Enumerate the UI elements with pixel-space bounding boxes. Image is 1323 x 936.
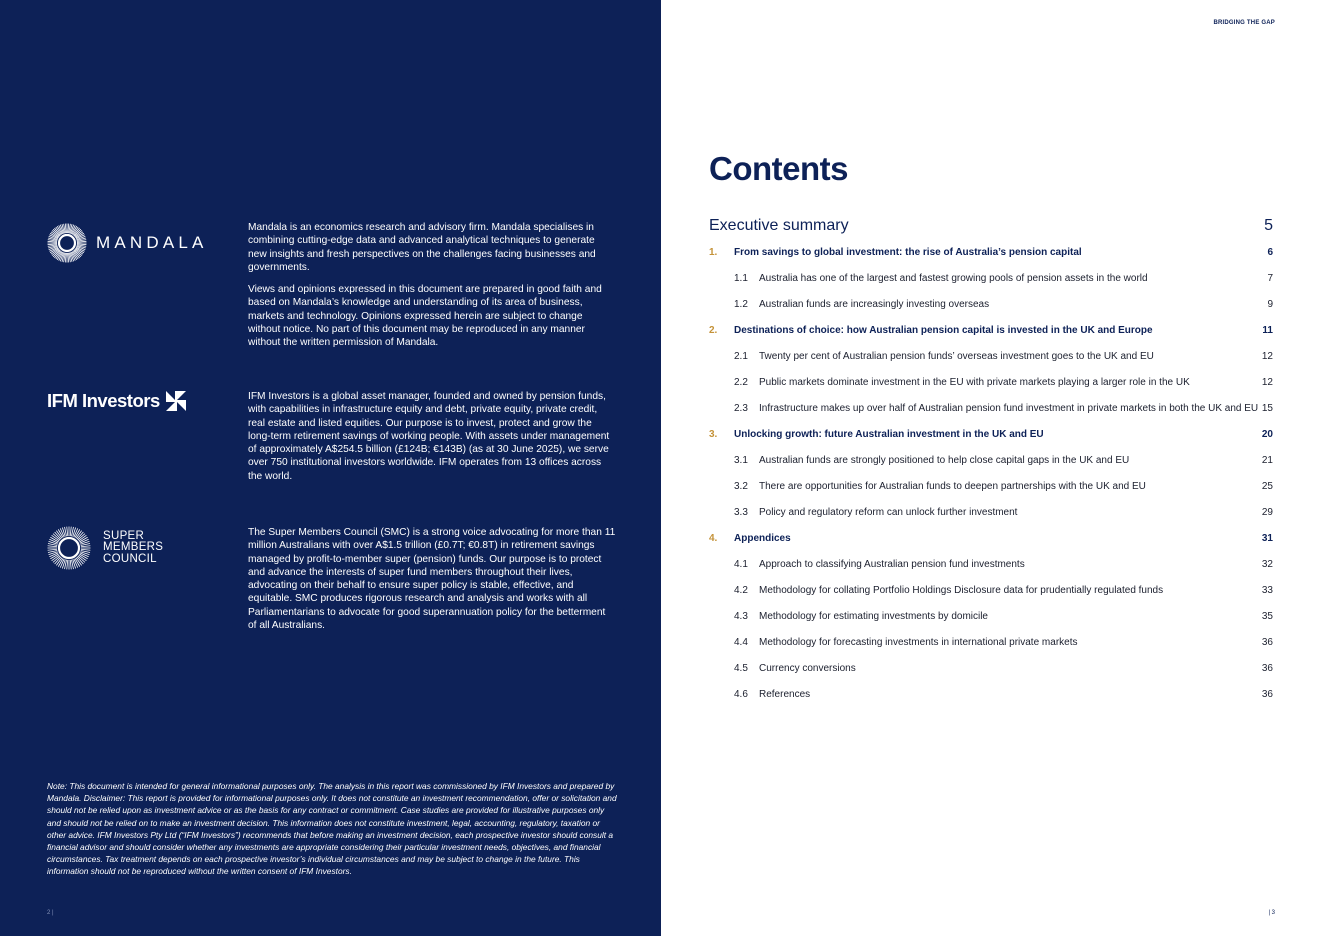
smc-wordmark-line-2: MEMBERS	[103, 541, 164, 554]
toc-entry-title[interactable]: There are opportunities for Australian funds to deepen partnerships with the UK and EU	[759, 480, 1146, 492]
toc-entry-title[interactable]: Approach to classifying Australian pension fund investments	[759, 558, 1025, 570]
toc-entry-title[interactable]: References	[759, 688, 811, 700]
ifm-logo	[47, 390, 186, 412]
toc-entry-title[interactable]: Destinations of choice: how Australian pension capital is invested in the UK and Europe	[734, 324, 1153, 336]
toc-entry-page: 11	[1262, 324, 1273, 336]
toc-entry-number: 1.1	[734, 272, 748, 284]
toc-entry-number: 4.5	[734, 662, 748, 674]
toc-entry-number: 4.2	[734, 584, 748, 596]
mandala-wordmark: MANDALA	[96, 233, 208, 252]
mandala-paragraph-1: Mandala is an economics research and advisory firm. Mandala specialises in combining cutting-edge data and advanced analytical techniques to generate new insights and fresh perspectives on the challenges facing businesses and governments.	[248, 222, 596, 273]
toc-entry-number: 3.	[709, 428, 718, 440]
ifm-logo-icon	[166, 391, 186, 411]
toc-entry-number: 2.	[709, 324, 718, 336]
smc-paragraph: The Super Members Council (SMC) is a strong voice advocating for more than 11 million Australians with over A$1.5 trillion (£0.7T; €0.8T) in retirement savings managed by profit-to-member super (pension) funds. Our purpose is to protect and advance the interests of super fund members throughout their lives, advocating on their behalf to ensure super policy is stable, effective, and equitable. SMC produces rigorous research and analysis and works with all Parliamentarians to advocate for good superannuation policy for the betterment of all Australians.	[248, 527, 616, 632]
toc-subsection-row[interactable]	[709, 291, 1275, 317]
toc-executive-summary-row[interactable]	[709, 213, 1275, 239]
toc-section-row[interactable]	[709, 317, 1275, 343]
toc-section-row[interactable]	[709, 239, 1275, 265]
toc-entry-title[interactable]: Unlocking growth: future Australian investment in the UK and EU	[734, 428, 1044, 440]
toc-entry-title[interactable]: Methodology for estimating investments by domicile	[759, 610, 988, 622]
toc-entry-number: 2.3	[734, 402, 748, 414]
toc-entry-title[interactable]: Appendices	[734, 532, 791, 544]
mandala-description	[248, 221, 616, 350]
toc-entry-page: 21	[1261, 454, 1273, 466]
toc-entry-number: 3.1	[734, 454, 748, 466]
toc-entry-page: 36	[1261, 688, 1273, 700]
toc-subsection-row[interactable]	[709, 499, 1275, 525]
smc-logo	[47, 526, 163, 570]
ifm-paragraph: IFM Investors is a global asset manager, founded and owned by pension funds, with capabilities in infrastructure equity and debt, private equity, private credit, real estate and listed equities. Our purpose is to invest, protect and grow the long-term retirement savings of working people. With assets under management of approximately A$254.5 billion (£124B; €143B) (as at 30 June 2025), we serve over 750 institutional investors worldwide. IFM operates from 13 offices across the world.	[248, 391, 610, 482]
running-header: BRIDGING THE GAP	[1213, 20, 1275, 26]
toc-entry-number: 1.2	[734, 298, 748, 310]
toc-subsection-row[interactable]	[709, 551, 1275, 577]
toc-entry-title[interactable]: Methodology for collating Portfolio Holdings Disclosure data for prudentially regulated funds	[759, 584, 1164, 596]
toc-entry-page: 15	[1261, 402, 1273, 414]
ifm-wordmark: IFM Investors	[47, 390, 160, 411]
toc-entry-title[interactable]: Methodology for forecasting investments in international private markets	[759, 636, 1078, 648]
toc-entry-page: 12	[1261, 350, 1273, 362]
toc-entry-page: 9	[1267, 298, 1273, 310]
smc-section	[0, 526, 661, 636]
toc-entry-page: 7	[1267, 272, 1273, 284]
smc-description	[248, 526, 616, 632]
toc-entry-page: 25	[1261, 480, 1273, 492]
mandala-sunburst-icon	[47, 223, 87, 263]
toc-entry-number: 4.	[709, 532, 718, 544]
toc-subsection-row[interactable]	[709, 603, 1275, 629]
mandala-logo	[47, 223, 208, 263]
toc-subsection-row[interactable]	[709, 473, 1275, 499]
toc-entry-number: 4.6	[734, 688, 748, 700]
right-page	[661, 0, 1323, 936]
smc-wordmark-line-1: SUPER	[103, 529, 145, 542]
toc-entry-page: 6	[1267, 246, 1273, 258]
toc-entry-page: 36	[1261, 636, 1273, 648]
toc-entry-page: 31	[1261, 532, 1273, 544]
disclaimer-note: Note: This document is intended for general informational purposes only. The analysis in this report was commissioned by IFM Investors and prepared by Mandala. Disclaimer: This report is provided for informational purposes only. It does not constitute an investment recommendation, offer or solicitation and should not be relied upon as investment advice or as the basis for any contract or commitment. Case studies are provided for illustrative purposes only and should not be relied on to make an investment decision. This information does not constitute investment, legal, accounting, regulatory, taxation or other advice. IFM Investors Pty Ltd (“IFM Investors”) recommends that before making an investment decision, each prospective investor should consult a financial advisor and should consider whether any investments are appropriate considering their particular investment needs, objectives, and financial circumstances. Tax treatment depends on each prospective investor’s individual circumstances and may be subject to change in the future. This information should not be reproduced without the written consent of IFM Investors.	[47, 781, 617, 877]
toc-subsection-row[interactable]	[709, 577, 1275, 603]
toc-entry-number: 3.2	[734, 480, 748, 492]
toc-entry-page: 5	[1264, 217, 1273, 234]
toc-entry-title[interactable]: Twenty per cent of Australian pension funds’ overseas investment goes to the UK and EU	[759, 350, 1154, 362]
ifm-section	[0, 390, 661, 490]
toc-entry-number: 4.3	[734, 610, 748, 622]
toc-entry-title[interactable]: Australia has one of the largest and fastest growing pools of pension assets in the world	[759, 272, 1148, 284]
toc-section-row[interactable]	[709, 525, 1275, 551]
left-page	[0, 0, 661, 936]
toc-entry-number: 3.3	[734, 506, 748, 518]
smc-sunburst-icon	[47, 526, 91, 570]
toc-entry-title[interactable]: Policy and regulatory reform can unlock further investment	[759, 506, 1018, 518]
toc-entry-page: 36	[1261, 662, 1273, 674]
toc-entry-page: 35	[1261, 610, 1273, 622]
toc-entry-title[interactable]: Currency conversions	[759, 662, 856, 674]
right-page-number: | 3	[1268, 910, 1275, 916]
toc-entry-number: 2.1	[734, 350, 748, 362]
toc-entry-number: 1.	[709, 246, 718, 258]
page-title: Contents	[709, 150, 848, 187]
toc-section-row[interactable]	[709, 421, 1275, 447]
left-page-number: 2 |	[47, 910, 54, 916]
table-of-contents	[709, 213, 1275, 707]
toc-entry-page: 12	[1261, 376, 1273, 388]
toc-subsection-row[interactable]	[709, 369, 1275, 395]
smc-wordmark-line-3: COUNCIL	[103, 552, 157, 565]
toc-entry-number: 4.4	[734, 636, 748, 648]
toc-subsection-row[interactable]	[709, 343, 1275, 369]
toc-entry-page: 29	[1261, 506, 1273, 518]
toc-subsection-row[interactable]	[709, 681, 1275, 707]
toc-entry-page: 33	[1261, 584, 1273, 596]
toc-entry-number: 4.1	[734, 558, 748, 570]
toc-subsection-row[interactable]	[709, 395, 1275, 421]
mandala-section	[0, 221, 661, 361]
mandala-paragraph-2: Views and opinions expressed in this document are prepared in good faith and based on Mandala’s knowledge and understanding of its area of business, markets and technology. Opinions expressed herein are subject to change without notice. No part of this document may be reproduced in any manner without the written permission of Mandala.	[248, 284, 602, 349]
ifm-description	[248, 390, 616, 483]
toc-entry-page: 20	[1261, 428, 1273, 440]
toc-subsection-row[interactable]	[709, 629, 1275, 655]
toc-entry-title[interactable]: Australian funds are strongly positioned to help close capital gaps in the UK and EU	[759, 454, 1130, 466]
toc-subsection-row[interactable]	[709, 655, 1275, 681]
smc-wordmark	[103, 531, 163, 566]
toc-entry-title[interactable]: From savings to global investment: the rise of Australia’s pension capital	[734, 246, 1082, 258]
toc-entry-title[interactable]: Executive summary	[709, 217, 849, 234]
toc-subsection-row[interactable]	[709, 265, 1275, 291]
toc-entry-number: 2.2	[734, 376, 748, 388]
toc-entry-title[interactable]: Australian funds are increasingly investing overseas	[759, 298, 990, 310]
toc-entry-page: 32	[1261, 558, 1273, 570]
toc-entry-title[interactable]: Infrastructure makes up over half of Australian pension fund investment in private markets in both the UK and EU	[759, 402, 1259, 414]
toc-entry-title[interactable]: Public markets dominate investment in the EU with private markets playing a larger role in the UK	[759, 376, 1190, 388]
toc-subsection-row[interactable]	[709, 447, 1275, 473]
